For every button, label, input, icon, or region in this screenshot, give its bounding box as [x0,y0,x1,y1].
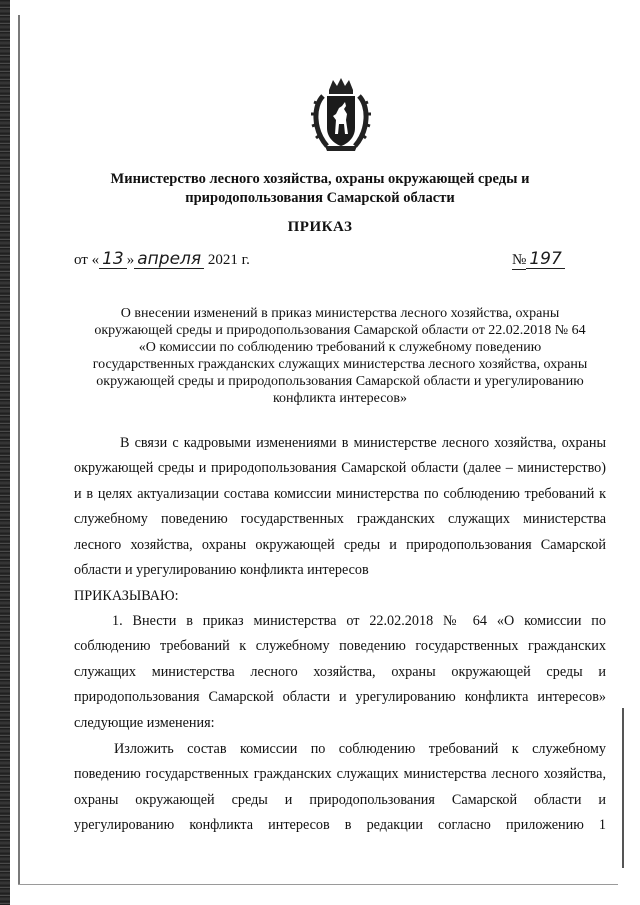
scan-right-mark [622,708,624,868]
date-day: 13 [99,250,127,269]
date-month: апреля [134,250,204,269]
body-paragraph-1: В связи с кадровыми изменениями в министерстве лесного хозяйства, охраны окружающей среды и природопользования Самарской области (далее – министерство) и в целях актуализации состава комиссии министерства по соблюдению требований к служебному поведению государственных гражданских служащих министерства лесного хозяйства, охраны окружающей среды и природопользования Самарской области и урегулированию конфликта интересов [74,435,606,579]
command-word: ПРИКАЗЫВАЮ: [74,588,179,604]
subject-line-4: государственных гражданских служащих министерства лесного хозяйства, охраны [92,356,588,372]
scan-edge-left [0,0,10,905]
scan-margin-line [18,15,20,885]
order-date [74,250,250,269]
body-paragraph-3: Изложить состав комиссии по соблюдению требований к служебному поведению государственных гражданских служащих министерства лесного хозяйства, охраны окружающей среды и природопользования Самарской области и урегулированию конфликта интересов в редакции согласно приложению 1 [74,741,606,834]
date-mid: » [126,252,135,268]
subject-line-6: конфликта интересов» [272,390,408,406]
date-prefix: от « [74,252,100,268]
ministry-line-1: Министерство лесного хозяйства, охраны окружающей среды и [110,171,530,187]
number-prefix: № [512,252,527,268]
date-year: 2021 г. [207,252,250,268]
document-type: ПРИКАЗ [287,219,353,235]
order-subject [74,306,606,407]
order-number [512,250,565,270]
subject-line-2: окружающей среды и природопользования Самарской области от 22.02.2018 № 64 [94,322,586,338]
ministry-name [60,170,580,208]
number-value: 197 [526,250,564,269]
coat-of-arms-icon [309,76,373,154]
subject-line-1: О внесении изменений в приказ министерства лесного хозяйства, охраны [120,306,560,321]
ministry-line-2: природопользования Самарской области [185,190,455,206]
subject-line-5: окружающей среды и природопользования Самарской области и урегулированию [96,373,584,389]
body-paragraph-2: 1. Внести в приказ министерства от 22.02.2018 № 64 «О комиссии по соблюдению требований к служебному поведению государственных гражданских служащих министерства лесного хозяйства, охраны окружающей среды и природопользования Самарской области и урегулированию конфликта интересов» следующие изменения: [74,613,606,731]
scan-bottom-line [18,884,618,885]
subject-line-3: «О комиссии по соблюдению требований к служебному поведению [138,339,542,355]
